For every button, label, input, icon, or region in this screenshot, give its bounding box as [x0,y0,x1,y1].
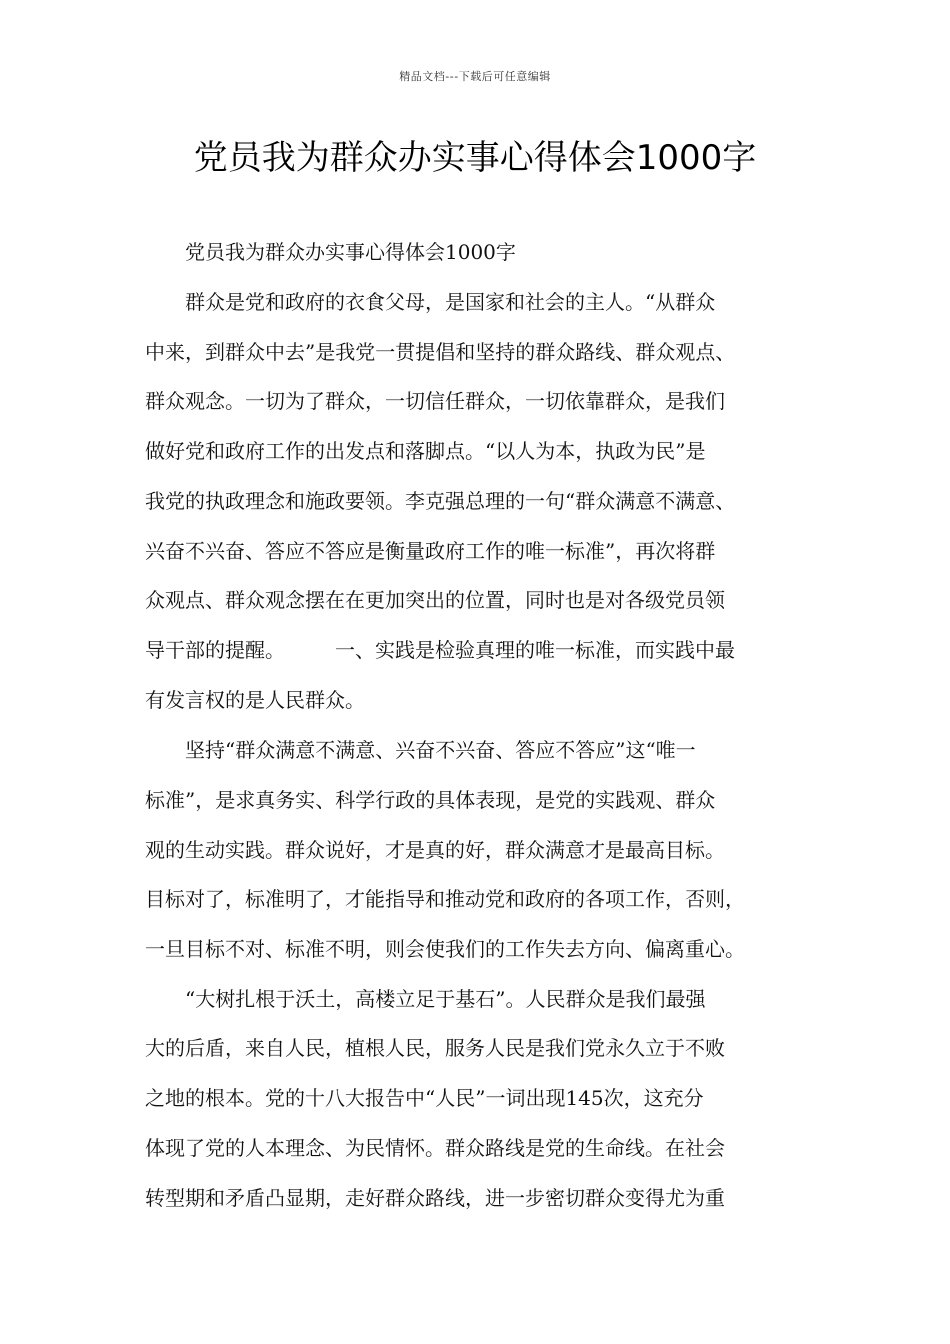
body-line: 众观点、群众观念摆在在更加突出的位置，同时也是对各级党员领 [145,588,725,612]
body-line: 大的后盾，来自人民，植根人民，服务人民是我们党永久立于不败 [145,1036,725,1060]
body-line: 兴奋不兴奋、答应不答应是衡量政府工作的唯一标准”，再次将群 [145,539,716,563]
body-line: 党员我为群众办实事心得体会1000字 [145,240,516,264]
body-line: 之地的根本。党的十八大报告中“人民”一词出现145次，这充分 [145,1086,704,1110]
body-line: 中来，到群众中去”是我党一贯提倡和坚持的群众路线、群众观点、 [145,340,736,364]
body-line: 一旦目标不对、标准不明，则会使我们的工作失去方向、偏离重心。 [145,937,745,961]
document-title: 党员我为群众办实事心得体会1000字 [193,138,757,178]
header-note: 精品文档---下载后可任意编辑 [399,70,551,83]
body-line: 群众是党和政府的衣食父母，是国家和社会的主人。“从群众 [145,290,716,314]
body-line: 转型期和矛盾凸显期，走好群众路线，进一步密切群众变得尤为重 [145,1186,725,1210]
body-line: 观的生动实践。群众说好，才是真的好，群众满意才是最高目标。 [145,838,725,862]
body-line: 有发言权的是人民群众。 [145,688,365,712]
body-line: 体现了党的人本理念、为民情怀。群众路线是党的生命线。在社会 [145,1136,725,1160]
body-line: 目标对了，标准明了，才能指导和推动党和政府的各项工作，否则， [145,887,745,911]
body-line: 做好党和政府工作的出发点和落脚点。“以人为本，执政为民”是 [145,439,706,463]
body-line: 我党的执政理念和施政要领。李克强总理的一句“群众满意不满意、 [145,489,736,513]
body-line: “大树扎根于沃土，高楼立足于基石”。人民群众是我们最强 [145,987,706,1011]
body-line: 导干部的提醒。 一、实践是检验真理的唯一标准，而实践中最 [145,638,735,662]
body-line: 群众观念。一切为了群众，一切信任群众，一切依靠群众，是我们 [145,389,725,413]
body-line: 标准”，是求真务实、科学行政的具体表现，是党的实践观、群众 [145,788,716,812]
body-line: 坚持“群众满意不满意、兴奋不兴奋、答应不答应”这“唯一 [145,738,696,762]
